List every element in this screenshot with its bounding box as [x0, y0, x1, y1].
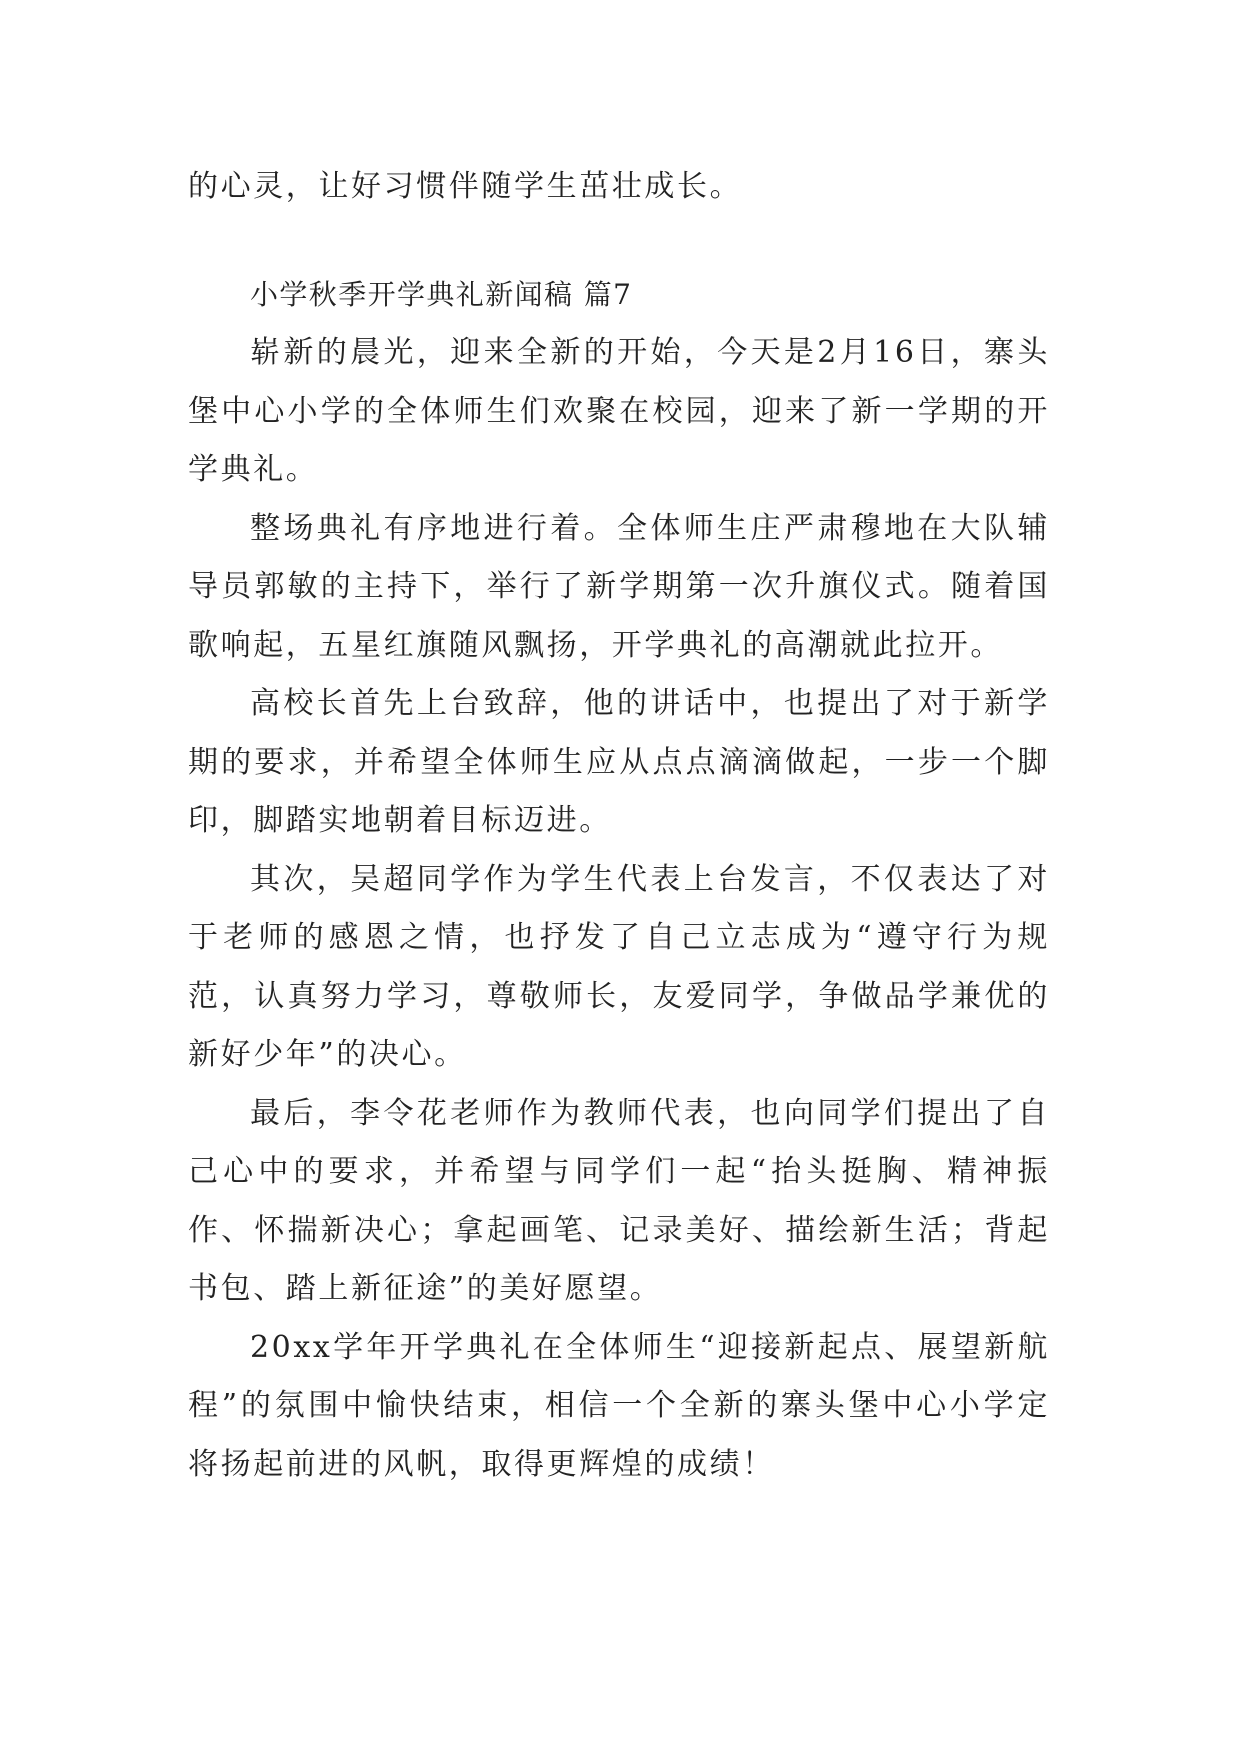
paragraph-student-speech: 其次，吴超同学作为学生代表上台发言，不仅表达了对于老师的感恩之情，也抒发了自己立志成为“遵守行为规范，认真努力学习，尊敬师长，友爱同学，争做品学兼优的新好少年”的决心。	[188, 861, 1050, 1072]
paragraph-flag-ceremony: 整场典礼有序地进行着。全体师生庄严肃穆地在大队辅导员郭敏的主持下，举行了新学期第一次升旗仪式。随着国歌响起，五星红旗随风飘扬，开学典礼的高潮就此拉开。	[188, 510, 1050, 663]
continued-paragraph: 的心灵，让好习惯伴随学生茁壮成长。	[188, 169, 743, 204]
document-body	[188, 158, 1050, 1494]
paragraph-teacher-speech: 最后，李令花老师作为教师代表，也向同学们提出了自己心中的要求，并希望与同学们一起“抬头挺胸、精神振作、怀揣新决心；拿起画笔、记录美好、描绘新生活；背起书包、踏上新征途”的美好愿望。	[188, 1095, 1050, 1306]
paragraph-opening: 崭新的晨光，迎来全新的开始，今天是2月16日，寨头堡中心小学的全体师生们欢聚在校园，迎来了新一学期的开学典礼。	[188, 335, 1050, 487]
paragraph-closing: 20xx学年开学典礼在全体师生“迎接新起点、展望新航程”的氛围中愉快结束，相信一个全新的寨头堡中心小学定将扬起前进的风帆，取得更辉煌的成绩！	[188, 1329, 1050, 1482]
paragraph-principal-speech: 高校长首先上台致辞，他的讲话中，也提出了对于新学期的要求，并希望全体师生应从点点滴滴做起，一步一个脚印，脚踏实地朝着目标迈进。	[188, 686, 1050, 838]
section-title: 小学秋季开学典礼新闻稿 篇7	[250, 277, 633, 311]
